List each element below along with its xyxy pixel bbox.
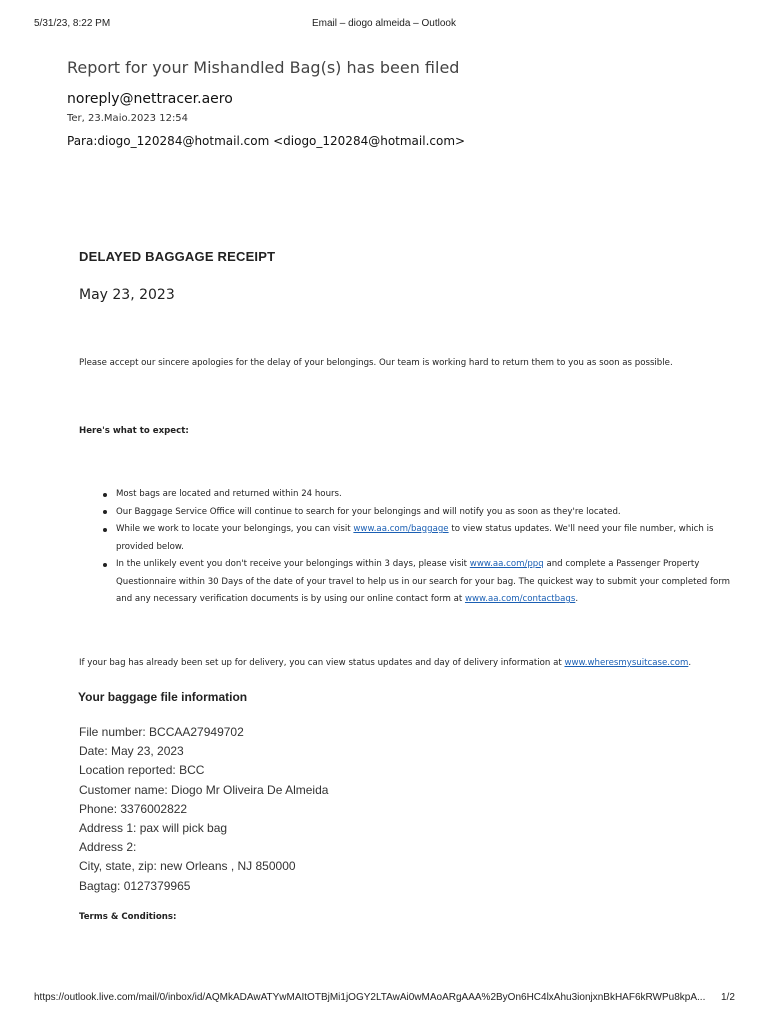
print-window-title: Email – diogo almeida – Outlook xyxy=(312,18,456,29)
address-2: Address 2: xyxy=(79,840,137,855)
list-item xyxy=(116,556,746,609)
baggage-status-link[interactable]: www.aa.com/baggage xyxy=(353,524,449,534)
email-subject: Report for your Mishandled Bag(s) has been filed xyxy=(67,58,460,77)
print-url: https://outlook.live.com/mail/0/inbox/id/AQMkADAwATYwMAItOTBjMi1jOGY2LTAwAi0wMAoARgAAA%2ByOn6HC4lxAhu3ionjxnBkHAF6kRWPu8kpA... xyxy=(34,992,706,1003)
email-sent-date: Ter, 23.Maio.2023 12:54 xyxy=(67,113,189,124)
delivery-text-after: . xyxy=(688,658,692,668)
receipt-title: DELAYED BAGGAGE RECEIPT xyxy=(79,249,276,264)
file-info-heading: Your baggage file information xyxy=(78,690,248,704)
file-date: Date: May 23, 2023 xyxy=(79,744,184,759)
bullet-text: . xyxy=(575,594,579,604)
file-number: File number: BCCAA27949702 xyxy=(79,725,244,739)
ppq-link[interactable]: www.aa.com/ppq xyxy=(469,559,544,569)
email-recipient-line xyxy=(67,134,465,148)
wheresmysuitcase-link[interactable]: www.wheresmysuitcase.com xyxy=(564,658,689,668)
list-item xyxy=(116,521,746,556)
bullet-text: Most bags are located and returned within 24 hours. xyxy=(116,489,342,499)
customer-name: Customer name: Diogo Mr Oliveira De Almeida xyxy=(79,782,329,797)
expectations-list xyxy=(87,486,746,609)
email-sender[interactable]: noreply@nettracer.aero xyxy=(67,91,233,107)
recipient-address[interactable]: diogo_120284@hotmail.com xyxy=(97,134,270,148)
delivery-text xyxy=(79,658,691,668)
recipient-display: <diogo_120284@hotmail.com> xyxy=(273,134,466,148)
file-info-block xyxy=(79,723,328,896)
list-item xyxy=(116,504,746,522)
recipient-label: Para: xyxy=(67,134,98,148)
delivery-text-before: If your bag has already been set up for delivery, you can view status updates and day of delivery information at xyxy=(79,658,565,668)
city-state-zip: City, state, zip: new Orleans , NJ 850000 xyxy=(79,859,296,874)
page-number: 1/2 xyxy=(721,992,735,1003)
receipt-date: May 23, 2023 xyxy=(79,287,175,303)
terms-heading: Terms & Conditions: xyxy=(79,912,177,922)
print-timestamp: 5/31/23, 8:22 PM xyxy=(34,18,111,29)
bullet-text: Our Baggage Service Office will continue to search for your belongings and will notify you as soon as they're located. xyxy=(116,506,621,517)
address-1: Address 1: pax will pick bag xyxy=(79,821,228,836)
contact-bags-link[interactable]: www.aa.com/contactbags xyxy=(464,594,576,604)
list-item xyxy=(116,486,746,504)
bagtag: Bagtag: 0127379965 xyxy=(79,878,191,893)
phone: Phone: 3376002822 xyxy=(79,801,188,816)
expect-heading: Here's what to expect: xyxy=(79,426,189,436)
bullet-text: While we work to locate your belongings, you can visit xyxy=(116,524,354,534)
location-reported: Location reported: BCC xyxy=(79,763,205,778)
bullet-text: In the unlikely event you don't receive your belongings within 3 days, please visit xyxy=(116,559,470,569)
bullet-text: and complete a Passenger Property Questionnaire within 30 Days of the date of your travel to help us in our search for your bag. The quickest way to submit your completed form and any necessary verification documents is by using our online contact form at xyxy=(116,559,731,604)
bullet-text: to view status updates. We'll need your file number, which is provided below. xyxy=(116,524,714,552)
apology-text: Please accept our sincere apologies for the delay of your belongings. Our team is working hard to return them to you as soon as possible. xyxy=(79,358,673,368)
